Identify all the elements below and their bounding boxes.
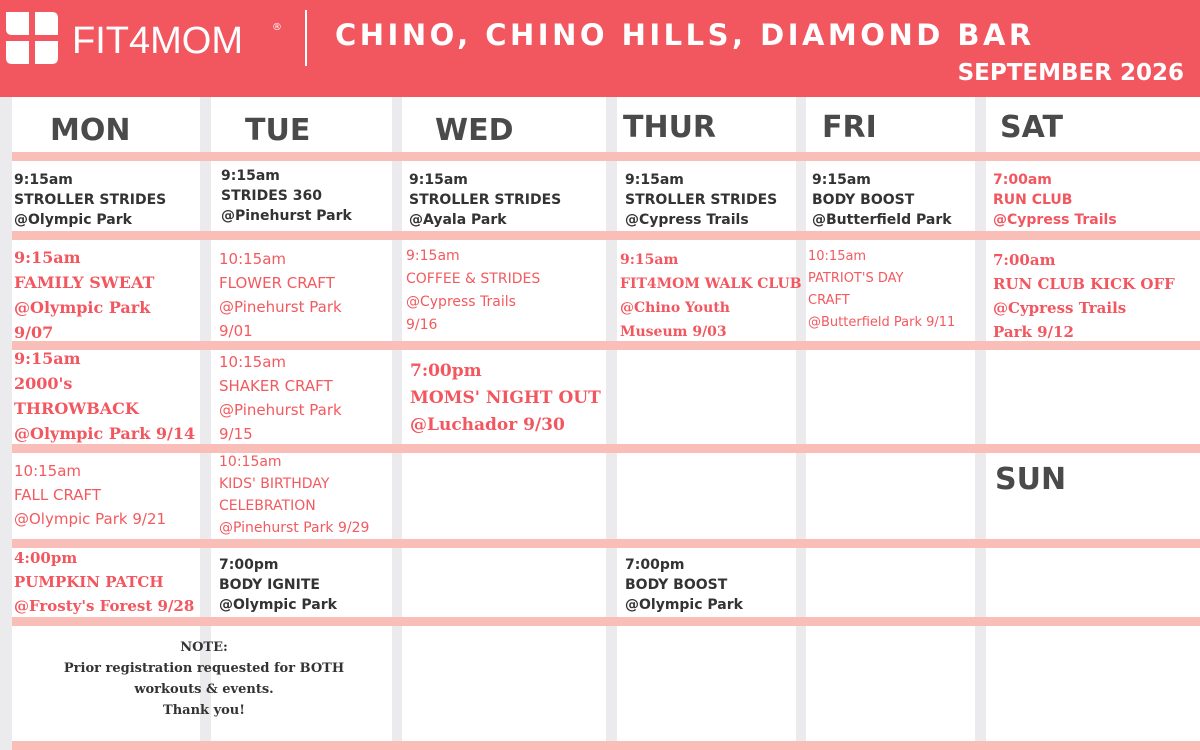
event-date: 9/01 [219, 322, 253, 340]
event-mon-2000s-throwback [14, 346, 195, 446]
event-location: @Olympic Park [625, 597, 743, 613]
event-tue-kids-birthday [219, 451, 369, 539]
event-thur-walk-club [620, 248, 802, 344]
event-wed-coffee-strides [406, 245, 540, 337]
event-mon-stroller-strides [14, 170, 166, 230]
event-tue-body-ignite [219, 555, 337, 615]
event-time: 9:15am [406, 248, 460, 264]
event-title: STROLLER STRIDES [14, 192, 167, 208]
event-title: BODY BOOST [625, 577, 728, 593]
event-time: 9:15am [620, 252, 679, 268]
header-banner [0, 0, 1200, 97]
event-title-cont: THROWBACK [14, 399, 139, 418]
event-time: 10:15am [219, 250, 287, 268]
event-title: 2000's [14, 374, 73, 393]
event-time: 9:15am [812, 172, 871, 188]
event-location: @Pinehurst Park [219, 298, 342, 316]
event-time: 7:00am [993, 251, 1056, 269]
event-time: 9:15am [14, 172, 73, 188]
event-time: 7:00pm [625, 557, 685, 573]
month-title: SEPTEMBER 2026 [957, 60, 1184, 86]
event-wed-moms-night-out [410, 358, 601, 439]
event-mon-pumpkin-patch [14, 546, 194, 618]
header-divider [305, 10, 307, 66]
event-date: 9/15 [219, 425, 253, 443]
event-location: @Chino Youth [620, 300, 730, 316]
day-header-fri: FRI [822, 110, 877, 145]
day-header-thur: THUR [623, 110, 717, 145]
event-date: 9/07 [14, 323, 54, 342]
day-header-sun: SUN [995, 462, 1067, 497]
event-title: STRIDES 360 [221, 188, 322, 204]
event-title-cont: CELEBRATION [219, 498, 316, 514]
event-title: FLOWER CRAFT [219, 274, 335, 292]
event-time: 4:00pm [14, 549, 78, 567]
event-time: 10:15am [14, 462, 82, 480]
row-divider [12, 741, 1200, 750]
event-location: @Frosty's Forest 9/28 [14, 597, 195, 615]
event-title: FALL CRAFT [14, 486, 102, 504]
event-location: @Cypress Trails [625, 212, 749, 228]
event-time: 10:15am [219, 353, 287, 371]
event-time: 9:15am [14, 248, 81, 267]
event-title-cont: CRAFT [808, 293, 850, 308]
event-time: 9:15am [14, 349, 81, 368]
event-title: MOMS' NIGHT OUT [410, 388, 601, 408]
event-location: @Pinehurst Park 9/29 [219, 520, 370, 536]
column-separator [0, 97, 12, 750]
event-location: @Olympic Park 9/14 [14, 424, 196, 443]
event-date: Park 9/12 [993, 323, 1074, 341]
event-tue-strides-360 [221, 166, 352, 226]
event-time: 10:15am [219, 454, 282, 470]
column-separator [796, 97, 806, 750]
event-time: 10:15am [808, 249, 867, 264]
event-title: BODY IGNITE [219, 577, 320, 593]
event-title: SHAKER CRAFT [219, 377, 333, 395]
event-location: @Cypress Trails [993, 212, 1117, 228]
event-title: BODY BOOST [812, 192, 915, 208]
event-tue-shaker-craft [219, 350, 342, 446]
event-location: @Olympic Park [14, 212, 132, 228]
event-title: FAMILY SWEAT [14, 273, 155, 292]
day-header-wed: WED [435, 113, 514, 148]
event-date: 9/16 [406, 317, 438, 333]
note-line: workouts & events. [134, 682, 274, 697]
event-title: RUN CLUB [993, 192, 1073, 208]
event-location: @Pinehurst Park [221, 208, 352, 224]
event-location: @Olympic Park 9/21 [14, 510, 167, 528]
event-location: @Olympic Park [14, 298, 151, 317]
event-time: 9:15am [221, 168, 280, 184]
event-title: RUN CLUB KICK OFF [993, 275, 1175, 293]
note-line: Thank you! [163, 703, 245, 718]
event-location: @Cypress Trails [406, 294, 516, 310]
fit4mom-logo-icon [2, 8, 62, 68]
event-thur-stroller-strides [625, 170, 777, 230]
row-divider [12, 152, 1200, 161]
day-header-tue: TUE [245, 113, 311, 148]
event-location: @Olympic Park [219, 597, 337, 613]
event-title: PATRIOT'S DAY [808, 271, 904, 286]
registration-note [14, 637, 394, 721]
event-location: @Butterfield Park 9/11 [808, 315, 956, 330]
event-title: STROLLER STRIDES [625, 192, 778, 208]
event-thur-body-boost [625, 555, 743, 615]
day-header-mon: MON [50, 113, 131, 148]
event-title: COFFEE & STRIDES [406, 271, 541, 287]
event-location: @Pinehurst Park [219, 401, 342, 419]
column-separator [606, 97, 617, 750]
event-title: STROLLER STRIDES [409, 192, 562, 208]
event-title: FIT4MOM WALK CLUB [620, 276, 802, 292]
event-sat-run-club [993, 170, 1117, 230]
location-title: CHINO, CHINO HILLS, DIAMOND BAR [335, 18, 1035, 52]
event-title: KIDS' BIRTHDAY [219, 476, 330, 492]
event-time: 9:15am [409, 172, 468, 188]
row-divider [12, 617, 1200, 626]
event-location: @Cypress Trails [993, 299, 1127, 317]
event-wed-stroller-strides [409, 170, 561, 230]
event-location: @Butterfield Park [812, 212, 952, 228]
note-heading: NOTE: [180, 640, 228, 655]
event-fri-body-boost [812, 170, 952, 230]
event-time: 7:00pm [219, 557, 279, 573]
row-divider [12, 231, 1200, 240]
event-time: 7:00am [993, 172, 1052, 188]
event-fri-patriots-day-craft [808, 246, 955, 334]
event-sat-run-club-kick-off [993, 248, 1175, 344]
column-separator [975, 97, 986, 750]
event-location: @Luchador 9/30 [410, 415, 565, 435]
day-header-sat: SAT [1000, 110, 1063, 145]
event-date: Museum 9/03 [620, 324, 727, 340]
event-time: 7:00pm [410, 361, 482, 381]
logo-registered-mark: ® [272, 22, 282, 33]
event-tue-flower-craft [219, 247, 342, 343]
event-mon-fall-craft [14, 459, 166, 531]
logo-text: FIT4MOM [72, 20, 243, 62]
note-line: Prior registration requested for BOTH [63, 661, 345, 676]
event-title: PUMPKIN PATCH [14, 573, 164, 591]
event-mon-family-sweat [14, 245, 154, 345]
event-location: @Ayala Park [409, 212, 507, 228]
event-time: 9:15am [625, 172, 684, 188]
